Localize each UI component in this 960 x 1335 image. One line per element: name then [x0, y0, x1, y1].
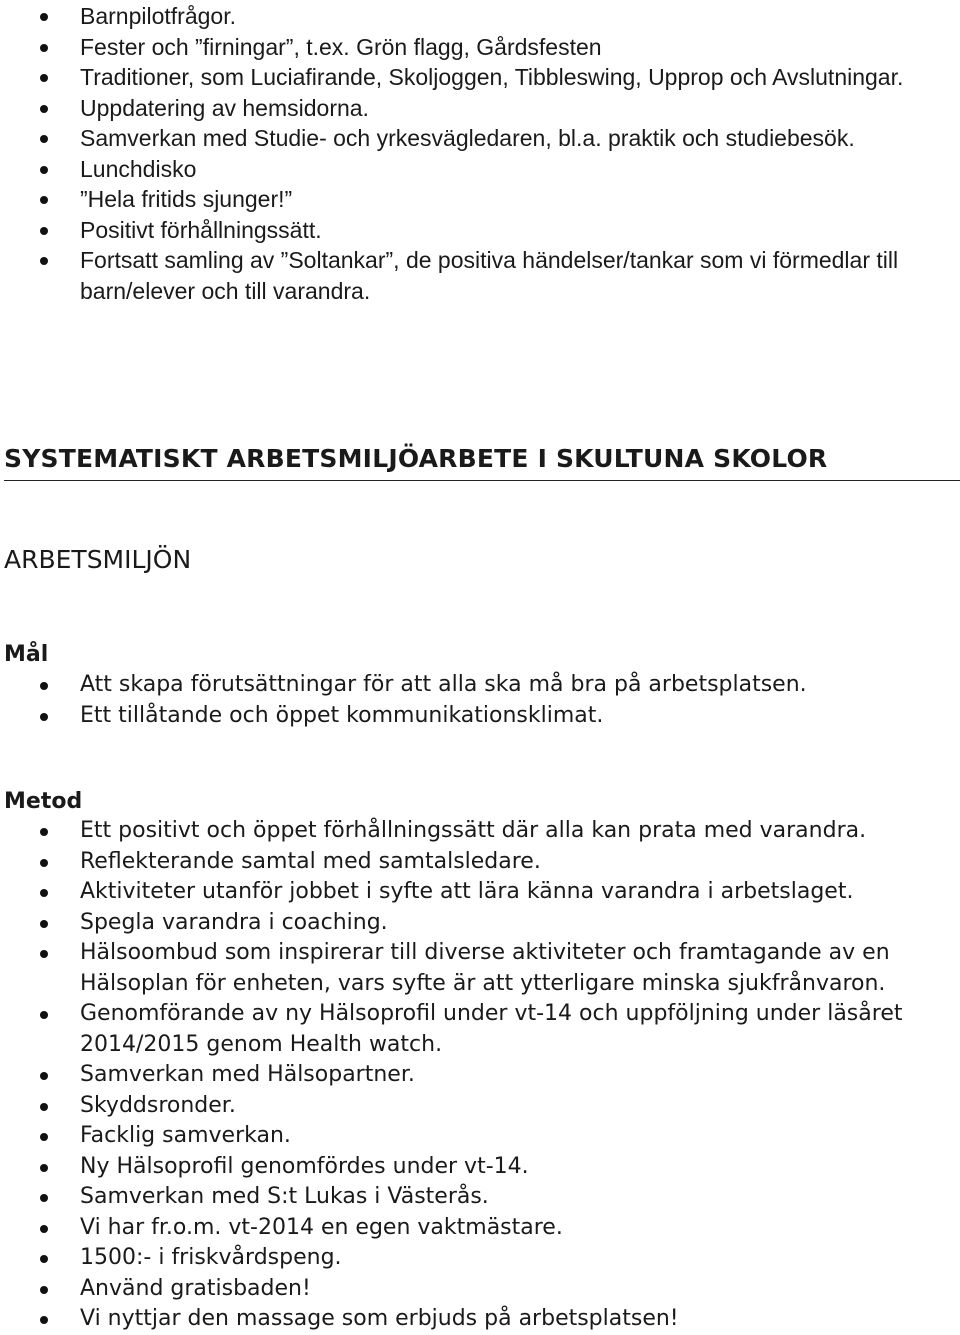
list-item — [0, 670, 960, 701]
list-item — [0, 184, 960, 215]
list-item — [0, 908, 960, 939]
list-item — [0, 877, 960, 908]
list-item-text: Använd gratisbaden! — [80, 1275, 311, 1301]
list-item — [0, 938, 960, 999]
list-item-text: Vi har fr.o.m. vt-2014 en egen vaktmästare. — [80, 1214, 563, 1240]
list-item — [0, 1152, 960, 1183]
list-item-text: Samverkan med S:t Lukas i Västerås. — [80, 1184, 489, 1209]
list-item-text: Ett positivt och öppet förhållningssätt där alla kan prata med varandra. — [80, 818, 867, 843]
method-list — [0, 816, 960, 1335]
section-heading: ARBETSMILJÖN — [4, 545, 192, 574]
list-item-text: Samverkan med Studie- och yrkesvägledaren, bl.a. praktik och studiebesök. — [80, 125, 855, 151]
list-item — [0, 1060, 960, 1091]
list-item — [0, 1121, 960, 1152]
list-item-text: Att skapa förutsättningar för att alla ska må bra på arbetsplatsen. — [80, 672, 807, 697]
activities-list — [0, 1, 960, 306]
list-item — [0, 215, 960, 246]
list-item-text: Genomförande av ny Hälsoprofil under vt-14 och uppföljning under läsåret 2014/2015 genom Health watch. — [80, 1001, 903, 1057]
list-item-text: Hälsoombud som inspirerar till diverse aktiviteter och framtagande av en Hälsoplan för enheten, vars syfte är att ytterligare minska sjukfrånvaron. — [80, 940, 890, 996]
list-item — [0, 1274, 960, 1305]
list-item — [0, 1304, 960, 1335]
list-item-text: Reflekterande samtal med samtalsledare. — [80, 848, 541, 874]
method-heading: Metod — [4, 789, 83, 814]
list-item — [0, 999, 960, 1060]
goal-list — [0, 670, 960, 731]
list-item — [0, 154, 960, 185]
list-item — [0, 701, 960, 732]
list-item-text: Traditioner, som Luciafirande, Skoljoggen, Tibbleswing, Upprop och Avslutningar. — [80, 64, 904, 90]
list-item-text: Spegla varandra i coaching. — [80, 909, 388, 935]
list-item — [0, 1213, 960, 1244]
list-item-text: Facklig samverkan. — [80, 1123, 291, 1148]
list-item — [0, 1091, 960, 1122]
list-item-text: Vi nyttjar den massage som erbjuds på arbetsplatsen! — [80, 1306, 679, 1331]
list-item-text: Fortsatt samling av ”Soltankar”, de positiva händelser/tankar som vi förmedlar till barn/elever och till varandra. — [80, 247, 899, 304]
list-item — [0, 847, 960, 878]
list-item-text: Skyddsronder. — [80, 1092, 236, 1118]
list-item-text: Ett tillåtande och öppet kommunikationsklimat. — [80, 702, 604, 728]
list-item — [0, 1, 960, 32]
list-item — [0, 1243, 960, 1274]
list-item-text: Fester och ”firningar”, t.ex. Grön flagg, Gårdsfesten — [80, 33, 602, 60]
list-item — [0, 123, 960, 154]
list-item-text: Lunchdisko — [80, 155, 197, 182]
main-heading: SYSTEMATISKT ARBETSMILJÖARBETE I SKULTUNA SKOLOR — [4, 442, 960, 481]
list-item — [0, 62, 960, 93]
list-item-text: Positivt förhållningssätt. — [80, 216, 322, 243]
list-item-text: Ny Hälsoprofil genomfördes under vt-14. — [80, 1153, 529, 1179]
list-item — [0, 245, 960, 306]
list-item-text: Uppdatering av hemsidorna. — [80, 94, 369, 121]
list-item-text: Barnpilotfrågor. — [80, 3, 236, 29]
list-item-text: Samverkan med Hälsopartner. — [80, 1062, 415, 1087]
list-item — [0, 32, 960, 63]
goal-heading: Mål — [4, 642, 49, 667]
list-item — [0, 93, 960, 124]
list-item — [0, 816, 960, 847]
list-item-text: ”Hela fritids sjunger!” — [80, 186, 293, 212]
list-item — [0, 1182, 960, 1213]
list-item-text: Aktiviteter utanför jobbet i syfte att lära känna varandra i arbetslaget. — [80, 879, 854, 904]
list-item-text: 1500:- i friskvårdspeng. — [80, 1245, 342, 1270]
